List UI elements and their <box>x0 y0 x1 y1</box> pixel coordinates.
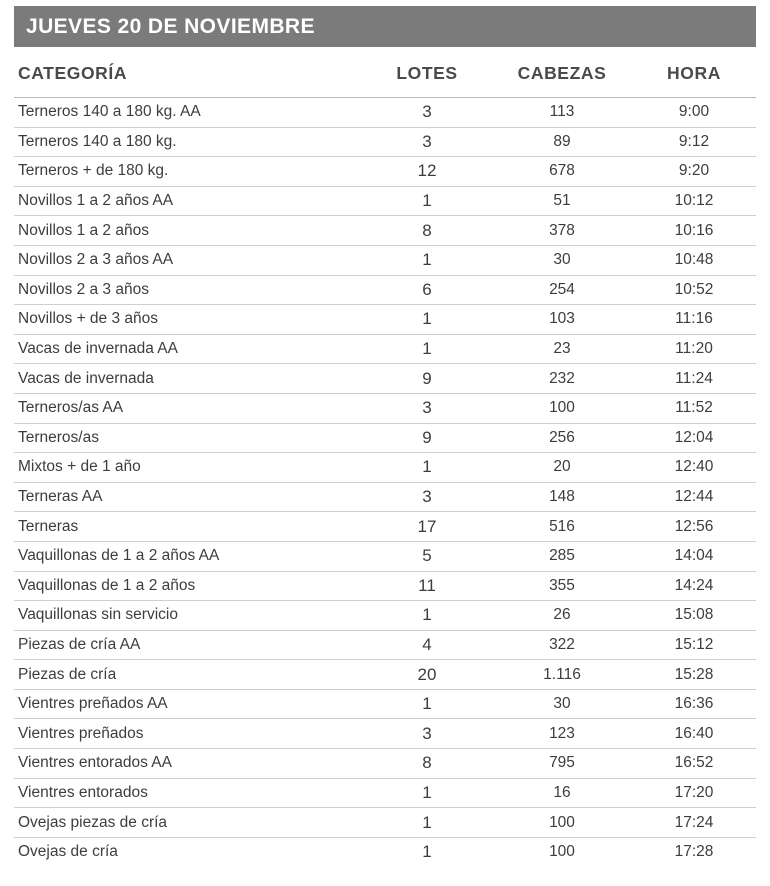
cell-cabezas: 26 <box>553 606 571 624</box>
cell-lotes: 1 <box>422 812 432 832</box>
cell-categoria: Vientres entorados <box>18 783 148 801</box>
column-header-hora: HORA <box>667 62 721 83</box>
cell-hora: 16:52 <box>674 754 714 772</box>
cell-categoria: Terneros 140 a 180 kg. AA <box>18 103 201 121</box>
cell-categoria: Novillos 2 a 3 años AA <box>18 251 174 269</box>
cell-cabezas: 148 <box>549 488 575 506</box>
cell-cabezas: 30 <box>553 251 571 269</box>
cell-categoria: Ovejas piezas de cría <box>18 813 168 831</box>
column-header-categoria: CATEGORÍA <box>18 62 128 83</box>
table-row <box>14 187 756 217</box>
cell-hora: 16:36 <box>674 695 714 713</box>
cell-categoria: Vientres entorados AA <box>18 754 172 772</box>
table-row <box>14 216 756 246</box>
cell-cabezas: 103 <box>549 310 575 328</box>
cell-lotes: 3 <box>422 131 432 151</box>
cell-lotes: 9 <box>422 368 432 388</box>
cell-hora: 12:44 <box>674 488 714 506</box>
cell-categoria: Vacas de invernada <box>18 369 154 387</box>
cell-hora: 14:24 <box>674 576 714 594</box>
column-header-cabezas: CABEZAS <box>517 62 607 83</box>
cell-categoria: Vaquillonas sin servicio <box>18 606 178 624</box>
cell-cabezas: 254 <box>549 280 575 298</box>
cell-lotes: 5 <box>422 546 432 566</box>
cell-hora: 15:08 <box>674 606 714 624</box>
cell-lotes: 17 <box>417 516 437 536</box>
cell-cabezas: 1.116 <box>543 665 581 683</box>
cell-lotes: 8 <box>422 753 432 773</box>
cell-categoria: Terneros/as <box>18 428 99 446</box>
cell-lotes: 8 <box>422 220 432 240</box>
cell-hora: 12:40 <box>674 458 714 476</box>
cell-hora: 10:48 <box>674 251 714 269</box>
table-row <box>14 779 756 809</box>
schedule-sheet <box>0 6 770 886</box>
cell-categoria: Vaquillonas de 1 a 2 años <box>18 576 196 594</box>
table-row <box>14 305 756 335</box>
cell-cabezas: 89 <box>553 132 571 150</box>
cell-lotes: 1 <box>422 782 432 802</box>
table-row <box>14 838 756 867</box>
cell-categoria: Terneras <box>18 517 79 535</box>
cell-hora: 11:16 <box>675 310 713 328</box>
cell-hora: 9:12 <box>678 132 710 150</box>
cell-categoria: Terneros 140 a 180 kg. <box>18 132 177 150</box>
cell-categoria: Vacas de invernada AA <box>18 340 178 358</box>
cell-lotes: 3 <box>422 102 432 122</box>
cell-cabezas: 256 <box>549 428 575 446</box>
cell-lotes: 1 <box>422 250 432 270</box>
table-row <box>14 394 756 424</box>
cell-lotes: 1 <box>422 457 432 477</box>
cell-cabezas: 16 <box>553 783 571 801</box>
table-row <box>14 157 756 187</box>
cell-cabezas: 378 <box>549 221 575 239</box>
cell-categoria: Vientres preñados AA <box>18 695 168 713</box>
cell-cabezas: 123 <box>549 724 575 742</box>
cell-lotes: 12 <box>417 161 437 181</box>
cell-cabezas: 285 <box>549 547 575 565</box>
cell-cabezas: 795 <box>549 754 575 772</box>
cell-hora: 9:00 <box>678 103 710 121</box>
cell-hora: 11:24 <box>675 369 713 387</box>
cell-cabezas: 113 <box>549 103 575 121</box>
cell-hora: 9:20 <box>678 162 710 180</box>
column-header-lotes: LOTES <box>396 62 458 83</box>
table-row <box>14 808 756 838</box>
cell-hora: 15:28 <box>674 665 714 683</box>
cell-cabezas: 20 <box>553 458 571 476</box>
cell-cabezas: 30 <box>553 695 571 713</box>
cell-hora: 14:04 <box>674 547 714 565</box>
cell-categoria: Novillos 2 a 3 años <box>18 280 149 298</box>
cell-cabezas: 322 <box>549 635 575 653</box>
cell-cabezas: 51 <box>553 192 571 210</box>
cell-hora: 10:16 <box>674 221 714 239</box>
cell-cabezas: 100 <box>549 399 575 417</box>
cell-lotes: 1 <box>422 694 432 714</box>
table-row <box>14 98 756 128</box>
cell-categoria: Piezas de cría AA <box>18 635 141 653</box>
cell-cabezas: 100 <box>549 813 575 831</box>
cell-categoria: Piezas de cría <box>18 665 117 683</box>
cell-cabezas: 100 <box>549 843 575 861</box>
table-row <box>14 364 756 394</box>
table-row <box>14 128 756 158</box>
cell-categoria: Terneras AA <box>18 488 103 506</box>
cell-lotes: 9 <box>422 427 432 447</box>
cell-hora: 17:20 <box>674 783 714 801</box>
table-row <box>14 631 756 661</box>
cell-lotes: 11 <box>418 575 436 595</box>
cell-hora: 15:12 <box>674 635 714 653</box>
table-row <box>14 512 756 542</box>
table-row <box>14 719 756 749</box>
cell-lotes: 3 <box>422 398 432 418</box>
cell-lotes: 4 <box>422 634 432 654</box>
cell-categoria: Terneros + de 180 kg. <box>18 162 169 180</box>
table-row <box>14 453 756 483</box>
cell-categoria: Vientres preñados <box>18 724 144 742</box>
table-row <box>14 572 756 602</box>
cell-lotes: 6 <box>422 279 432 299</box>
cell-hora: 17:28 <box>674 843 714 861</box>
cell-categoria: Mixtos + de 1 año <box>18 458 141 476</box>
table-row <box>14 660 756 690</box>
cell-hora: 10:52 <box>674 280 714 298</box>
cell-cabezas: 355 <box>549 576 575 594</box>
table-row <box>14 276 756 306</box>
table-row <box>14 690 756 720</box>
table-row <box>14 335 756 365</box>
table-row <box>14 424 756 454</box>
table-row <box>14 483 756 513</box>
cell-lotes: 20 <box>417 664 437 684</box>
cell-categoria: Ovejas de cría <box>18 843 118 861</box>
cell-categoria: Vaquillonas de 1 a 2 años AA <box>18 547 220 565</box>
cell-cabezas: 678 <box>549 162 575 180</box>
cell-categoria: Terneros/as AA <box>18 399 124 417</box>
cell-hora: 10:12 <box>674 192 714 210</box>
table-header-row <box>14 49 756 97</box>
table-row <box>14 246 756 276</box>
cell-cabezas: 23 <box>553 340 571 358</box>
cell-hora: 11:52 <box>675 399 713 417</box>
table-row <box>14 542 756 572</box>
table-row <box>14 601 756 631</box>
cell-hora: 16:40 <box>674 724 714 742</box>
cell-categoria: Novillos 1 a 2 años AA <box>18 192 174 210</box>
cell-hora: 11:20 <box>675 340 713 358</box>
cell-categoria: Novillos + de 3 años <box>18 310 159 328</box>
cell-lotes: 1 <box>422 309 432 329</box>
cell-lotes: 1 <box>422 339 432 359</box>
cell-cabezas: 516 <box>549 517 575 535</box>
cell-hora: 12:56 <box>674 517 714 535</box>
cell-lotes: 3 <box>422 723 432 743</box>
cell-cabezas: 232 <box>549 369 575 387</box>
table-row <box>14 749 756 779</box>
date-title-bar <box>14 6 756 47</box>
page-title: JUEVES 20 DE NOVIEMBRE <box>26 14 315 38</box>
cell-categoria: Novillos 1 a 2 años <box>18 221 149 239</box>
cell-lotes: 1 <box>422 191 432 211</box>
schedule-table <box>14 97 756 866</box>
cell-hora: 17:24 <box>674 813 714 831</box>
cell-hora: 12:04 <box>674 428 714 446</box>
cell-lotes: 1 <box>422 605 432 625</box>
cell-lotes: 1 <box>422 842 432 862</box>
cell-lotes: 3 <box>422 487 432 507</box>
